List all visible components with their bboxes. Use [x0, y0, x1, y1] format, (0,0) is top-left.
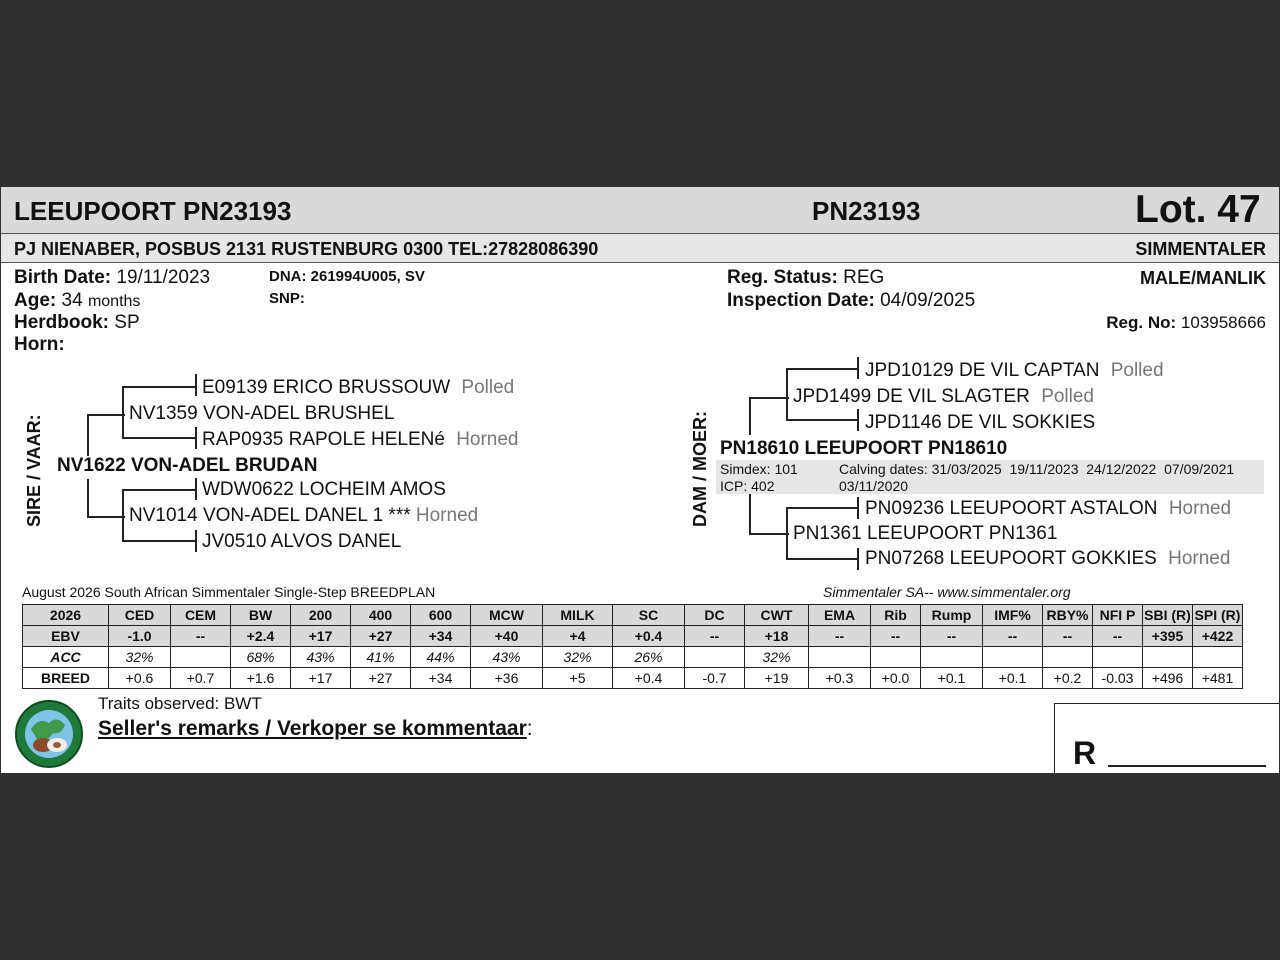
dam-calving-dates-2: 03/11/2020	[839, 478, 909, 494]
inspection-date	[727, 290, 975, 312]
sire-sire-dam-name: RAP0935 RAPOLE HELENé	[202, 429, 445, 450]
horn-label: Horn:	[14, 334, 65, 355]
price-input-line[interactable]	[1108, 765, 1266, 767]
reg-status	[727, 267, 884, 289]
ebv-cell-6: +34	[411, 626, 471, 647]
owner-address: PJ NIENABER, POSBUS 2131 RUSTENBURG 0300 TEL:27828086390	[14, 239, 599, 259]
breed-cell-4: +17	[291, 668, 351, 689]
breed-cell-2: +0.7	[171, 668, 231, 689]
breed-label: SIMMENTALER	[1135, 239, 1266, 259]
breed-cell-13: +0.0	[871, 668, 921, 689]
breed-cell-7: +36	[471, 668, 543, 689]
acc-cell-13	[871, 647, 921, 668]
birth-date-value: 19/11/2023	[116, 267, 211, 288]
dam-sire-name: JPD1499 DE VIL SLAGTER	[793, 386, 1030, 407]
dam-sire-sire-horn: Polled	[1110, 360, 1164, 381]
dam-dam-dam-name: PN07268 LEEUPOORT GOKKIES	[865, 548, 1157, 569]
dna: DNA: 261994U005, SV	[269, 268, 425, 285]
dam-dam-dam	[865, 548, 1230, 570]
headers-cell-0: 2026	[23, 605, 109, 626]
headers-cell-15: IMF%	[983, 605, 1043, 626]
herdbook-value: SP	[114, 312, 140, 333]
headers-cell-14: Rump	[921, 605, 983, 626]
breed-cell-0: BREED	[23, 668, 109, 689]
dam-sire	[793, 386, 1094, 408]
headers-cell-2: CEM	[171, 605, 231, 626]
ebv-cell-12: --	[809, 626, 871, 647]
acc-cell-0: ACC	[23, 647, 109, 668]
breed-cell-14: +0.1	[921, 668, 983, 689]
acc-cell-7: 43%	[471, 647, 543, 668]
acc-cell-14	[921, 647, 983, 668]
sire-side-label: SIRE / VAAR:	[24, 414, 44, 527]
ebv-cell-15: --	[983, 626, 1043, 647]
sellers-remarks	[98, 717, 533, 741]
breed-cell-17: -0.03	[1093, 668, 1143, 689]
acc-cell-15	[983, 647, 1043, 668]
headers-cell-16: RBY%	[1043, 605, 1093, 626]
reg-status-value: REG	[843, 267, 885, 288]
breed-cell-10: -0.7	[685, 668, 745, 689]
ebv-breed-row	[23, 668, 1243, 689]
breed-cell-8: +5	[543, 668, 613, 689]
breed-cell-15: +0.1	[983, 668, 1043, 689]
reg-no-value: 103958666	[1180, 313, 1266, 332]
dam-icp: ICP: 402	[720, 478, 775, 494]
sellers-remarks-colon: :	[526, 717, 533, 740]
sire-sire-sire-horn: Polled	[461, 377, 515, 398]
ebv-cell-11: +18	[745, 626, 809, 647]
sire-name: NV1622 VON-ADEL BRUDAN	[57, 455, 318, 476]
breed-cell-11: +19	[745, 668, 809, 689]
breed-cell-19: +481	[1193, 668, 1243, 689]
acc-cell-10	[685, 647, 745, 668]
age-unit: months	[87, 293, 141, 310]
ebv-cell-1: -1.0	[109, 626, 171, 647]
traits-observed: Traits observed: BWT	[98, 694, 262, 713]
ebv-cell-14: --	[921, 626, 983, 647]
headers-cell-12: EMA	[809, 605, 871, 626]
sire-sire: NV1359 VON-ADEL BRUSHEL	[129, 403, 395, 424]
sire-dam	[129, 505, 478, 527]
age	[14, 290, 140, 312]
ebv-cell-7: +40	[471, 626, 543, 647]
acc-cell-17	[1093, 647, 1143, 668]
ebv-cell-16: --	[1043, 626, 1093, 647]
inspection-value: 04/09/2025	[880, 290, 976, 311]
reg-no-label: Reg. No:	[1106, 313, 1177, 332]
ebv-header-row	[23, 605, 1243, 626]
headers-cell-11: CWT	[745, 605, 809, 626]
breed-cell-12: +0.3	[809, 668, 871, 689]
acc-cell-5: 41%	[351, 647, 411, 668]
headers-cell-1: CED	[109, 605, 171, 626]
ebv-cell-3: +2.4	[231, 626, 291, 647]
headers-cell-10: DC	[685, 605, 745, 626]
ebv-cell-8: +4	[543, 626, 613, 647]
acc-cell-12	[809, 647, 871, 668]
ebv-cell-0: EBV	[23, 626, 109, 647]
headers-cell-13: Rib	[871, 605, 921, 626]
ebv-cell-4: +17	[291, 626, 351, 647]
sire-dam-sire: WDW0622 LOCHEIM AMOS	[202, 479, 446, 500]
acc-cell-18	[1143, 647, 1193, 668]
acc-cell-11: 32%	[745, 647, 809, 668]
headers-cell-3: BW	[231, 605, 291, 626]
headers-cell-4: 200	[291, 605, 351, 626]
sire-sire-sire	[202, 377, 514, 399]
price-r-label: R	[1073, 735, 1097, 771]
breedplan-caption: August 2026 South African Simmentaler Single-Step BREEDPLAN	[22, 584, 436, 600]
headers-cell-7: MCW	[471, 605, 543, 626]
sire-sire-dam-horn: Horned	[456, 429, 519, 450]
headers-cell-18: SBI (R)	[1143, 605, 1193, 626]
ebv-cell-5: +27	[351, 626, 411, 647]
snp: SNP:	[269, 290, 305, 307]
breed-cell-5: +27	[351, 668, 411, 689]
ebv-table	[22, 604, 1243, 689]
sex: MALE/MANLIK	[1140, 268, 1266, 288]
birth-date-label: Birth Date:	[14, 267, 112, 288]
ebv-values-row	[23, 626, 1243, 647]
dam-dam-sire-name: PN09236 LEEUPOORT ASTALON	[865, 498, 1158, 519]
ebv-cell-13: --	[871, 626, 921, 647]
dam-calving-dates: Calving dates: 31/03/2025 19/11/2023 24/12/2022 07/09/2021	[839, 461, 1235, 477]
breed-cell-9: +0.4	[613, 668, 685, 689]
sire-dam-horn: Horned	[415, 505, 479, 526]
age-value: 34	[61, 290, 83, 311]
acc-cell-3: 68%	[231, 647, 291, 668]
acc-cell-19	[1193, 647, 1243, 668]
ebv-accuracy-row	[23, 647, 1243, 668]
acc-cell-4: 43%	[291, 647, 351, 668]
herdbook-label: Herdbook:	[14, 312, 109, 333]
breed-cell-1: +0.6	[109, 668, 171, 689]
dam-sire-dam: JPD1146 DE VIL SOKKIES	[865, 412, 1096, 433]
acc-cell-9: 26%	[613, 647, 685, 668]
dam-sire-sire	[865, 360, 1164, 382]
sire-sire-dam	[202, 429, 519, 451]
sellers-remarks-label: Seller's remarks / Verkoper se kommentaar	[98, 717, 527, 740]
acc-cell-2	[171, 647, 231, 668]
simmentaler-logo	[13, 699, 85, 769]
inspection-label: Inspection Date:	[727, 290, 875, 311]
reg-no	[1106, 313, 1266, 333]
acc-cell-6: 44%	[411, 647, 471, 668]
animal-name: LEEUPOORT PN23193	[14, 196, 292, 226]
breed-cell-6: +34	[411, 668, 471, 689]
dam-side-label: DAM / MOER:	[690, 411, 710, 527]
headers-cell-6: 600	[411, 605, 471, 626]
breed-cell-16: +0.2	[1043, 668, 1093, 689]
dam-dam-dam-horn: Horned	[1168, 548, 1231, 569]
acc-cell-8: 32%	[543, 647, 613, 668]
headers-cell-5: 400	[351, 605, 411, 626]
ebv-cell-18: +395	[1143, 626, 1193, 647]
dam-simdex: Simdex: 101	[720, 461, 798, 477]
dam-name: PN18610 LEEUPOORT PN18610	[720, 438, 1008, 459]
dam-dam-sire-horn: Horned	[1168, 498, 1232, 519]
dam-sire-horn: Polled	[1041, 386, 1095, 407]
birth-date	[14, 267, 210, 289]
breedplan-source: Simmentaler SA-- www.simmentaler.org	[823, 584, 1071, 600]
breed-cell-18: +496	[1143, 668, 1193, 689]
sire-dam-dam: JV0510 ALVOS DANEL	[202, 531, 402, 552]
headers-cell-9: SC	[613, 605, 685, 626]
acc-cell-16	[1043, 647, 1093, 668]
ebv-cell-2: --	[171, 626, 231, 647]
sire-dam-name: NV1014 VON-ADEL DANEL 1 ***	[129, 505, 411, 526]
dam-sire-sire-name: JPD10129 DE VIL CAPTAN	[865, 360, 1100, 381]
acc-cell-1: 32%	[109, 647, 171, 668]
ebv-cell-19: +422	[1193, 626, 1243, 647]
age-label: Age:	[14, 290, 57, 311]
animal-id: PN23193	[812, 196, 921, 226]
sire-sire-sire-name: E09139 ERICO BRUSSOUW	[202, 377, 451, 398]
dam-dam-sire	[865, 498, 1231, 520]
dam-dam: PN1361 LEEUPOORT PN1361	[793, 523, 1058, 544]
headers-cell-8: MILK	[543, 605, 613, 626]
breed-cell-3: +1.6	[231, 668, 291, 689]
catalogue-card	[1, 187, 1279, 773]
headers-cell-19: SPI (R)	[1193, 605, 1243, 626]
ebv-cell-17: --	[1093, 626, 1143, 647]
ebv-cell-9: +0.4	[613, 626, 685, 647]
lot-number: Lot. 47	[1135, 188, 1261, 231]
ebv-cell-10: --	[685, 626, 745, 647]
reg-status-label: Reg. Status:	[727, 267, 838, 288]
herdbook	[14, 312, 140, 334]
headers-cell-17: NFI P	[1093, 605, 1143, 626]
